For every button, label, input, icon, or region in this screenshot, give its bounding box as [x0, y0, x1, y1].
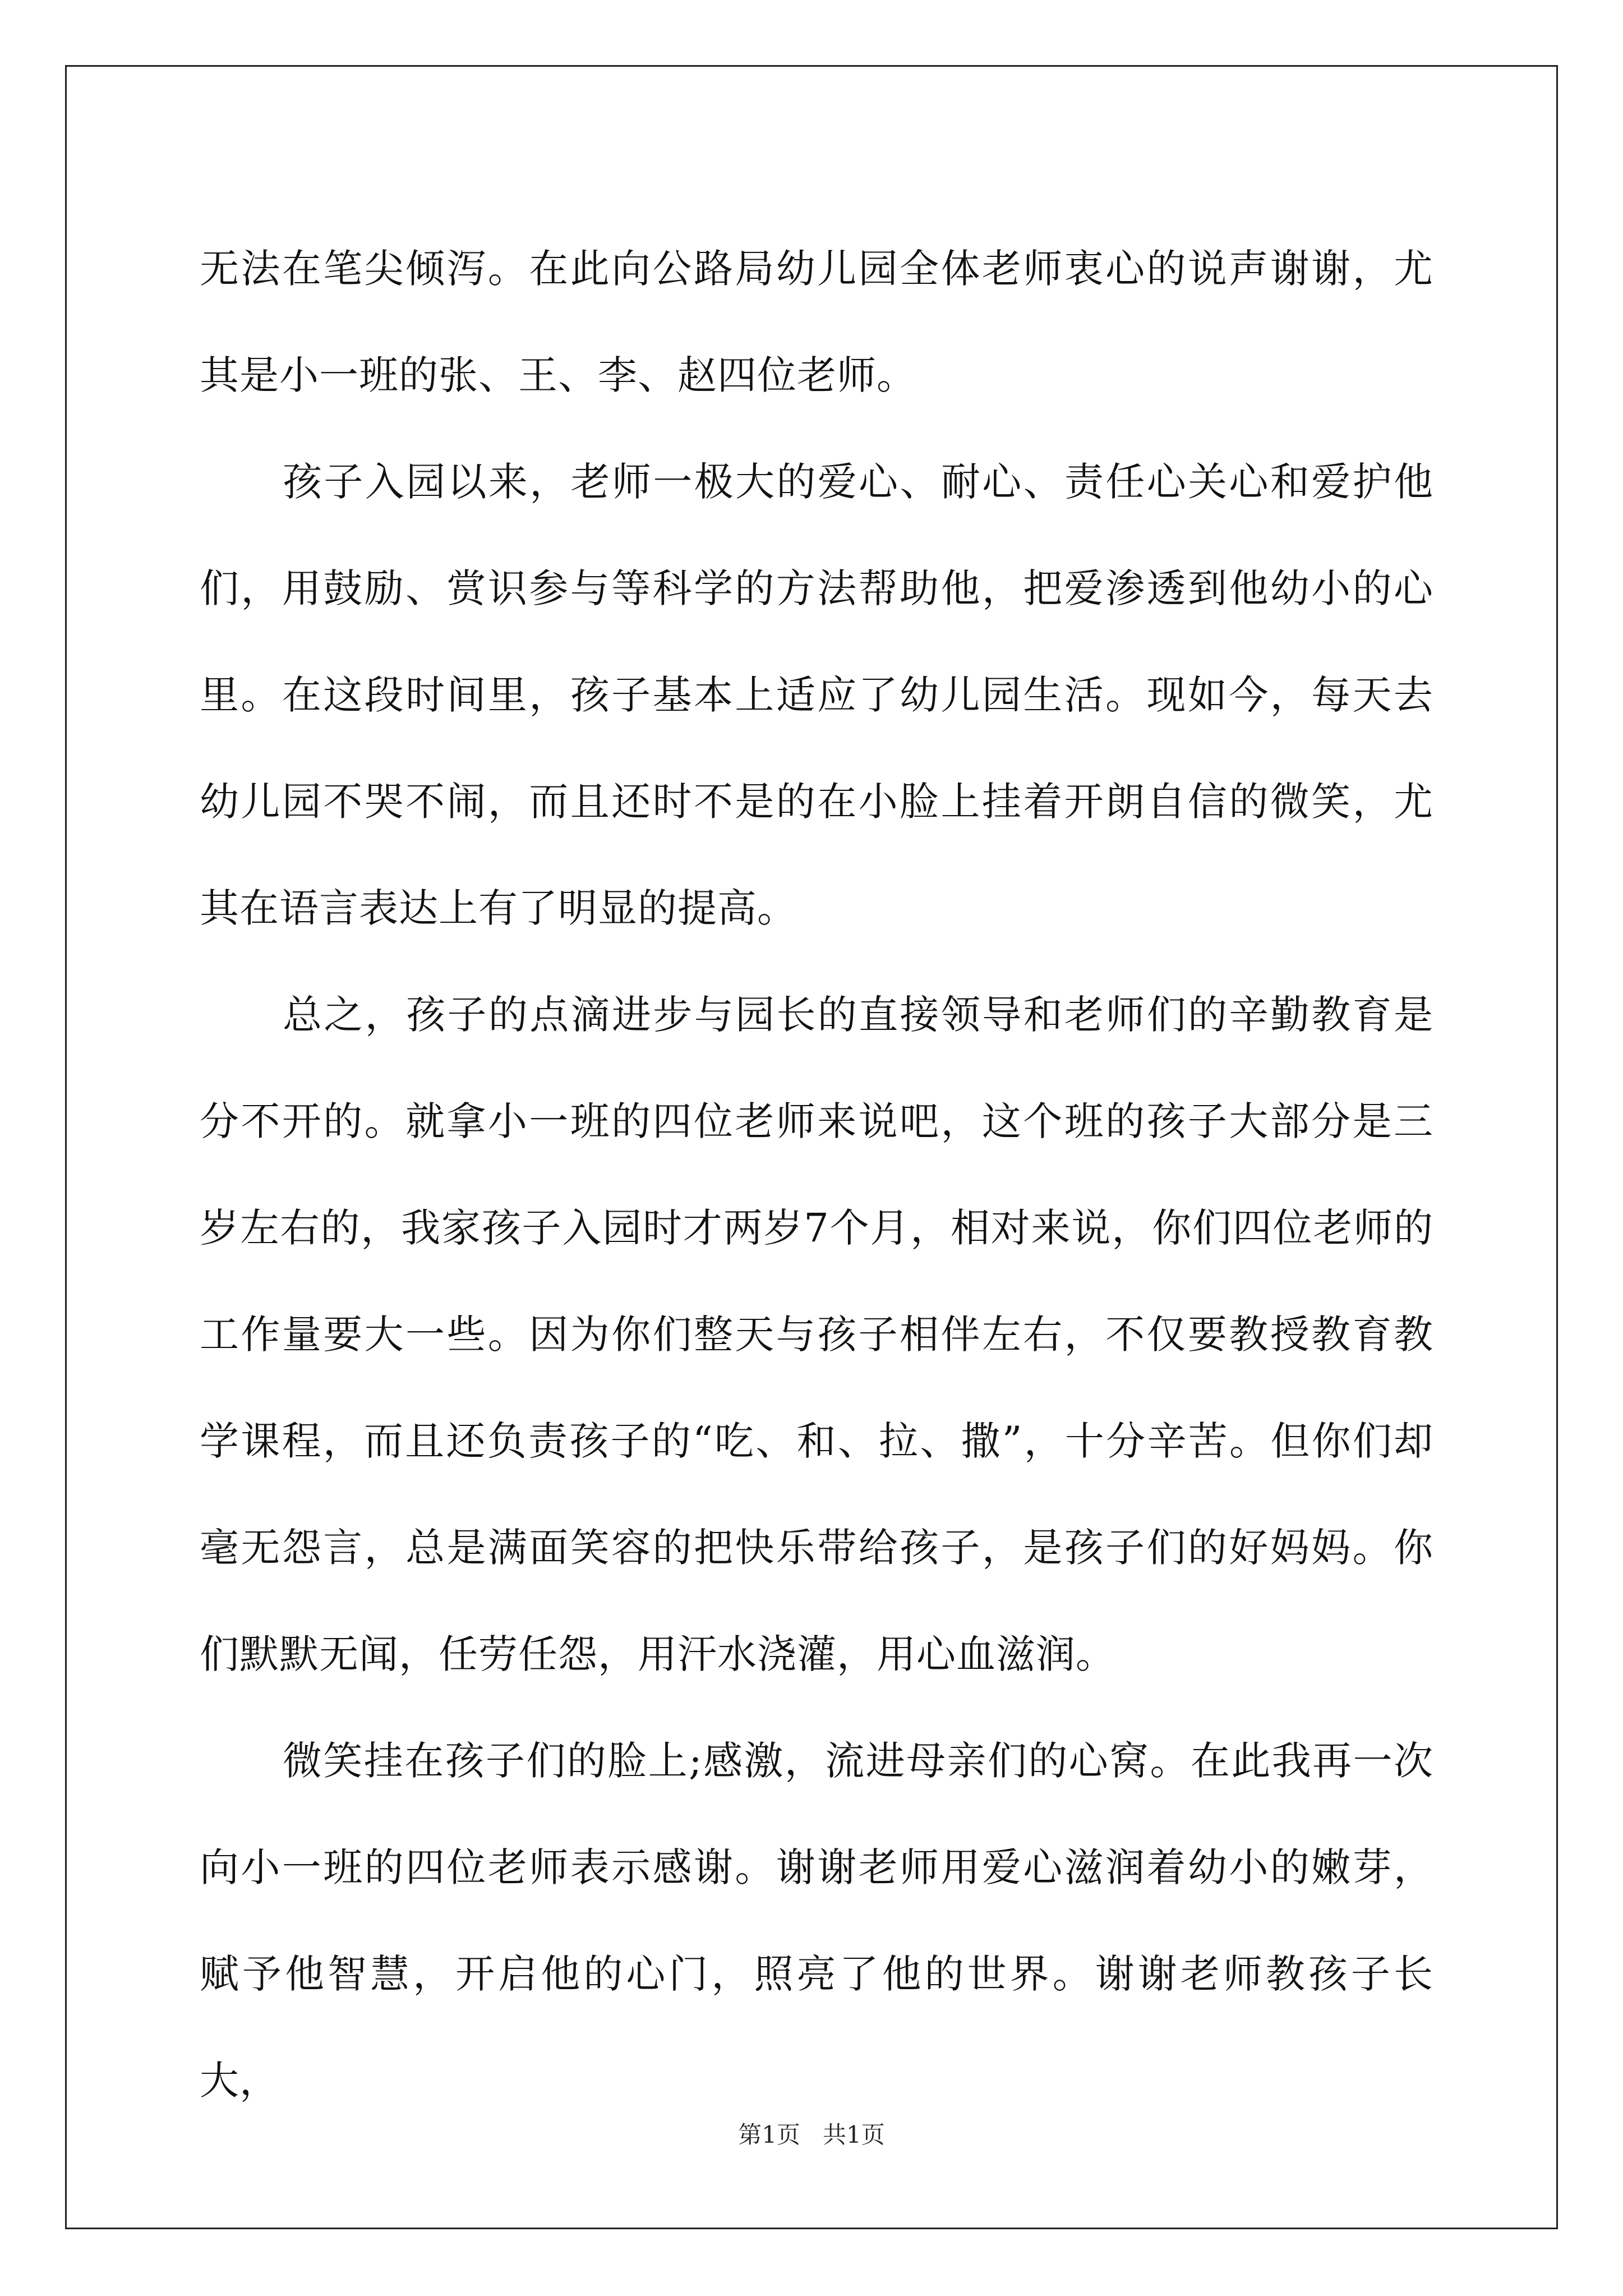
- paragraph-4: 微笑挂在孩子们的脸上;感激，流进母亲们的心窝。在此我再一次向小一班的四位老师表示感谢。谢谢老师用爱心滋润着幼小的嫩芽，赋予他智慧，开启他的心门，照亮了他的世界。谢谢老师教孩子长大，: [200, 1738, 1433, 2104]
- paragraph-3: 总之，孩子的点滴进步与园长的直接领导和老师们的辛勤教育是分不开的。就拿小一班的四位老师来说吧，这个班的孩子大部分是三岁左右的，我家孩子入园时才两岁7个月，相对来说，你们四位老师的工作量要大一些。因为你们整天与孩子相伴左右，不仅要教授教育教学课程，而且还负责孩子的“吃、和、拉、撒”，十分辛苦。但你们却毫无怨言，总是满面笑容的把快乐带给孩子，是孩子们的好妈妈。你们默默无闻，任劳任怨，用汗水浇灌，用心血滋润。: [200, 992, 1433, 1677]
- document-body: [200, 215, 1433, 2134]
- paragraph-2: 孩子入园以来，老师一极大的爱心、耐心、责任心关心和爱护他们，用鼓励、赏识参与等科学的方法帮助他，把爱渗透到他幼小的心里。在这段时间里，孩子基本上适应了幼儿园生活。现如今，每天去幼儿园不哭不闹，而且还时不是的在小脸上挂着开朗自信的微笑，尤其在语言表达上有了明显的提高。: [200, 459, 1433, 931]
- page-footer: 第1页 共1页: [738, 2121, 885, 2148]
- paragraph-1: 无法在笔尖倾泻。在此向公路局幼儿园全体老师衷心的说声谢谢，尤其是小一班的张、王、李、赵四位老师。: [200, 246, 1433, 398]
